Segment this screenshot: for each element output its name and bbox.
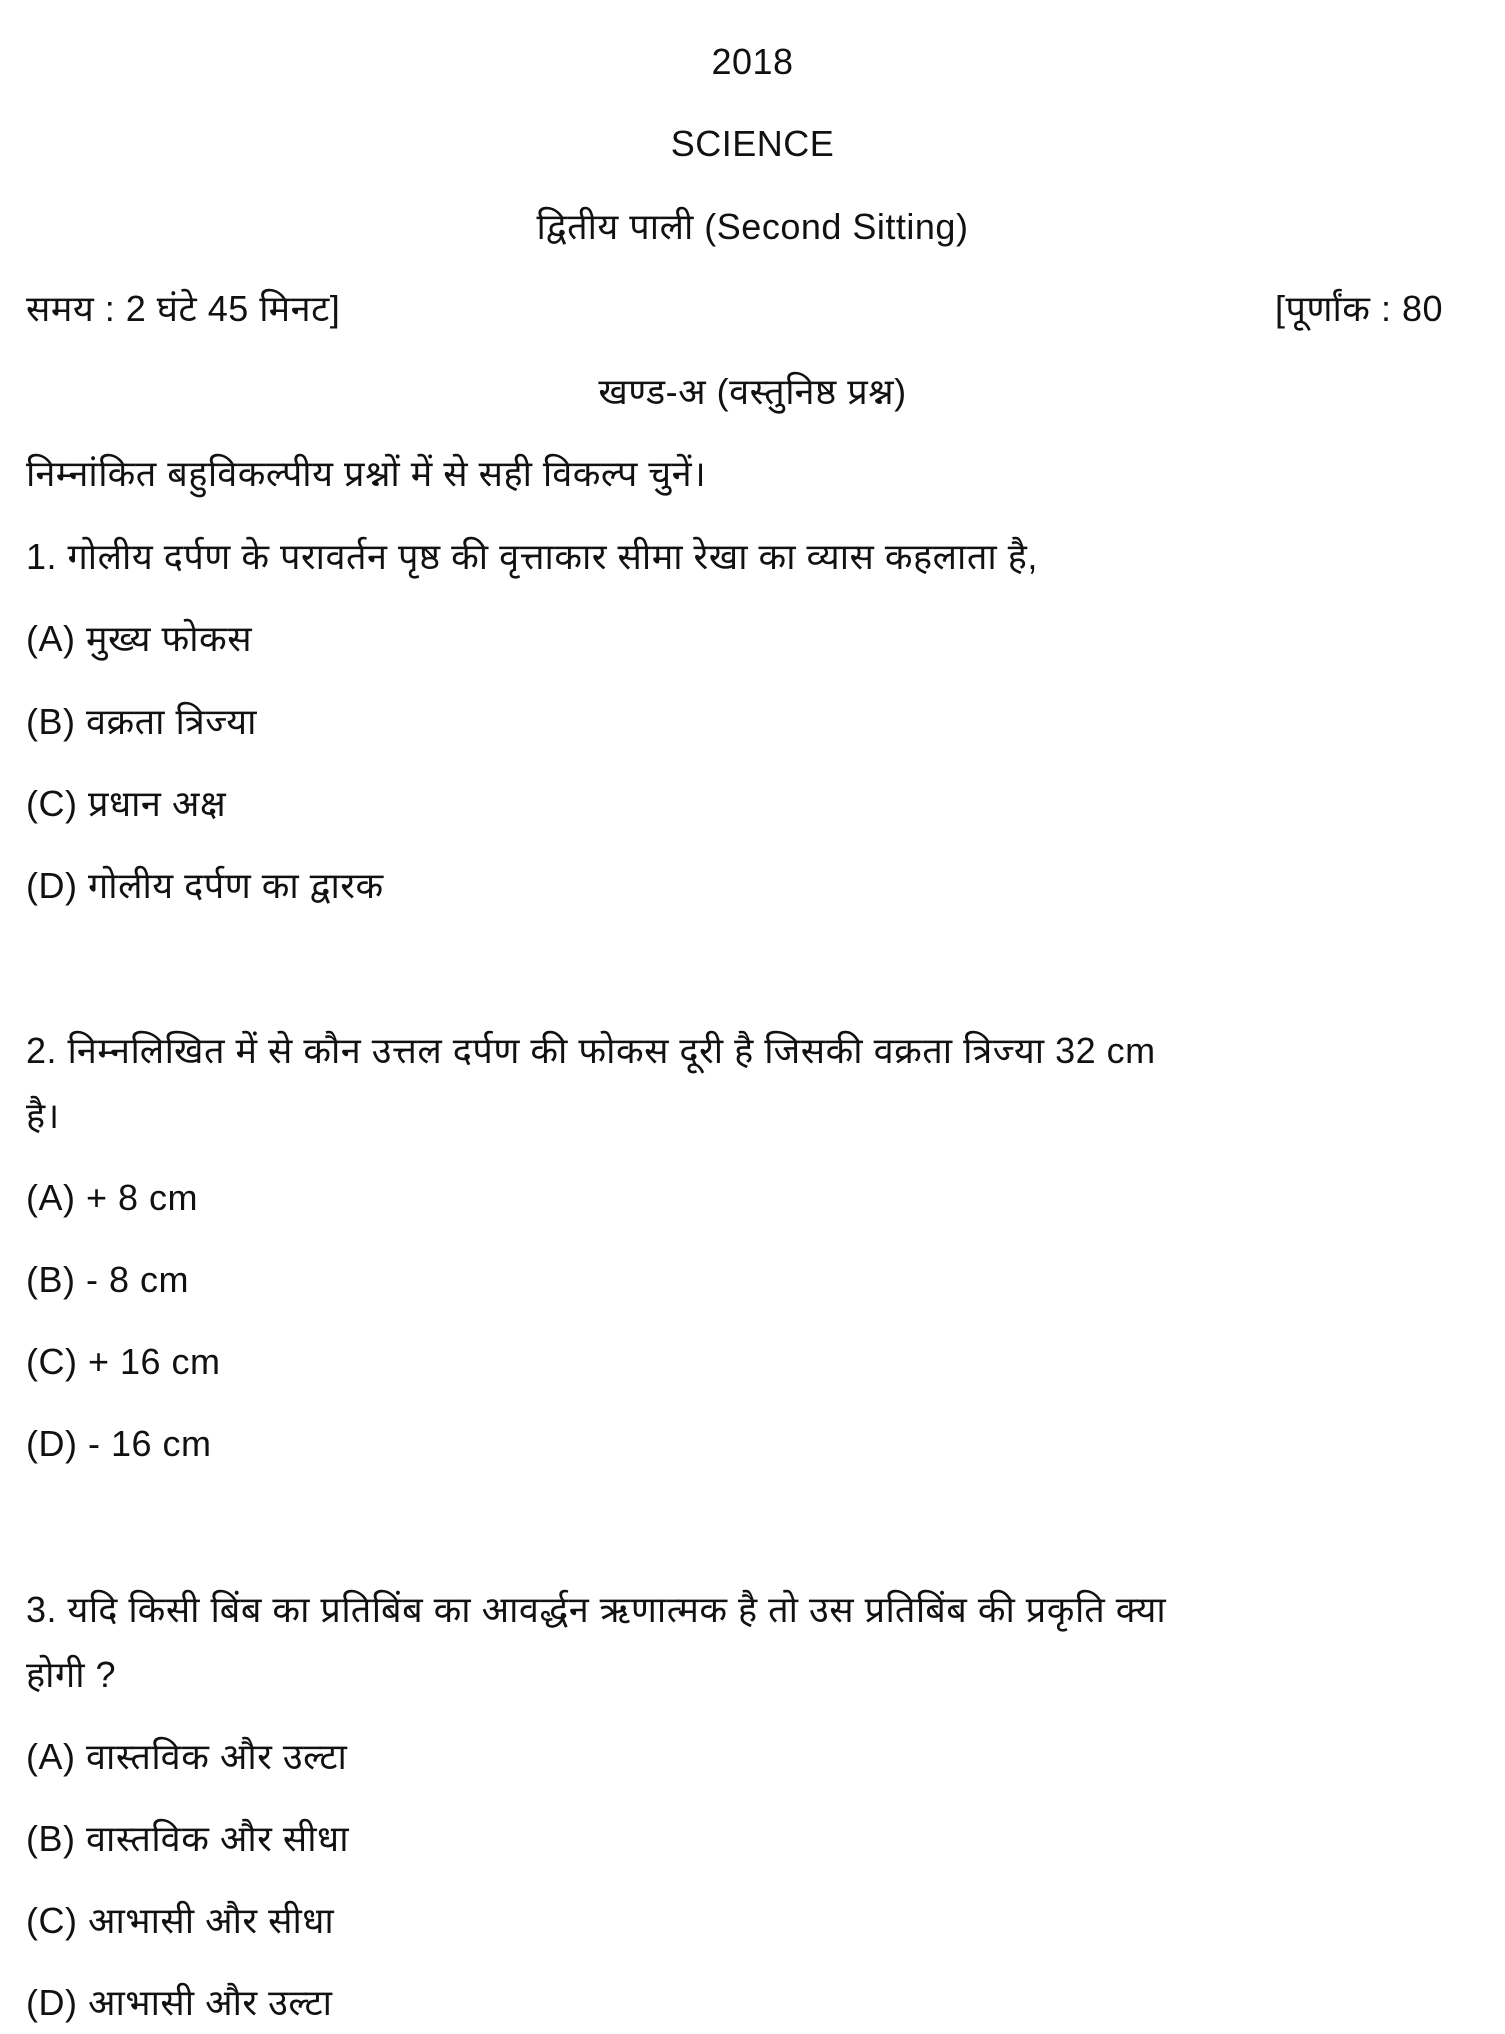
option-a: (A) + 8 cm <box>26 1177 199 1218</box>
option-b: (B) वक्रता त्रिज्या <box>26 701 257 742</box>
option-c: (C) आभासी और सीधा <box>26 1900 335 1941</box>
question-text: 2. निम्नलिखित में से कौन उत्तल दर्पण की फोकस दूरी है जिसकी वक्रता त्रिज्या 32 cm <box>26 1030 1156 1071</box>
question-text: 3. यदि किसी बिंब का प्रतिबिंब का आवर्द्धन ऋणात्मक है तो उस प्रतिबिंब की प्रकृति क्या <box>26 1589 1167 1630</box>
option-c: (C) + 16 cm <box>26 1341 221 1382</box>
question-text: 1. गोलीय दर्पण के परावर्तन पृष्ठ की वृत्ताकार सीमा रेखा का व्यास कहलाता है, <box>26 536 1038 577</box>
sitting-label: द्वितीय पाली (Second Sitting) <box>536 206 969 247</box>
option-d: (D) आभासी और उल्टा <box>26 1982 333 2023</box>
option-a: (A) वास्तविक और उल्टा <box>26 1736 348 1777</box>
question-text-continued: है। <box>26 1095 60 1136</box>
question-text-continued: होगी ? <box>26 1654 117 1695</box>
option-a: (A) मुख्य फोकस <box>26 618 253 659</box>
time-allowed: समय : 2 घंटे 45 मिनट] <box>26 288 341 329</box>
section-title: खण्ड-अ (वस्तुनिष्ठ प्रश्न) <box>598 371 907 412</box>
option-b: (B) - 8 cm <box>26 1259 189 1300</box>
option-d: (D) गोलीय दर्पण का द्वारक <box>26 865 384 906</box>
option-d: (D) - 16 cm <box>26 1423 212 1464</box>
exam-year: 2018 <box>711 41 794 82</box>
subject-title: SCIENCE <box>670 123 835 164</box>
instructions: निम्नांकित बहुविकल्पीय प्रश्नों में से सही विकल्प चुनें। <box>26 453 707 494</box>
option-c: (C) प्रधान अक्ष <box>26 783 227 824</box>
full-marks: [पूर्णांक : 80 <box>1275 288 1443 329</box>
option-b: (B) वास्तविक और सीधा <box>26 1818 350 1859</box>
